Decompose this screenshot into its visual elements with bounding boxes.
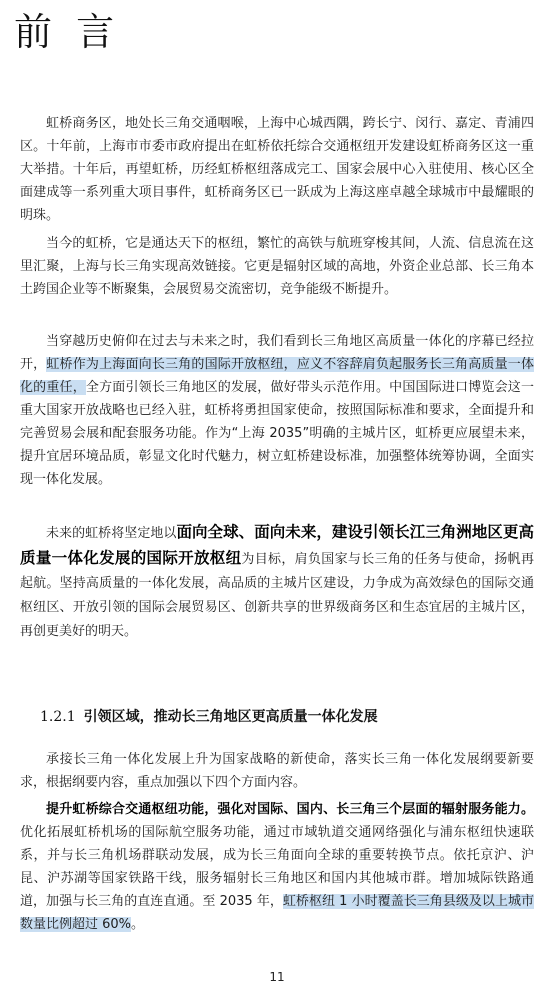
- paragraph-hub: 当今的虹桥，它是通达天下的枢纽，繁忙的高铁与航班穿梭其间，人流、信息流在这里汇聚，上海与长三角实现高效链接。它更是辐射区域的高地，外资企业总部、长三角本土跨国企业等不断聚集，会展贸易交流密切，竞争能级不断提升。: [20, 236, 534, 297]
- paragraph-future: [20, 520, 534, 644]
- page-number: 11: [269, 970, 285, 984]
- paragraph-history-text-c: 全方面引领长三角地区的发展，做好带头示范作用。中国国际进口博览会这一重大国家开放战略也已经入驻，虹桥将勇担国家使命，按照国际标准和要求，全面提升和完善贸易会展和配套服务功能。作为“上海 2035”明确的主城片区，虹桥更应展望未来，提升宜居环境品质，彰显文化时代魅力，树立虹桥建设标准，加强整体统筹协调，全面实现一体化发展。: [20, 380, 534, 487]
- paragraph-history: [20, 330, 534, 491]
- bold-lead-text: 提升虹桥综合交通枢纽功能，强化对国际、国内、长三角三个层面的辐射服务能力。: [46, 802, 534, 817]
- section-number: 1.2.1: [40, 709, 76, 725]
- paragraph-history-text-a: 当穿越历史俯仰在过去与未来之时，我们看到长三角地区高质量一体化的序幕已经拉开，: [20, 334, 534, 372]
- paragraph-mission: 承接长三角一体化发展上升为国家战略的新使命，落实长三角一体化发展纲要新要求，根据纲要内容，重点加强以下四个方面内容。: [20, 752, 534, 790]
- paragraph-intro: 虹桥商务区，地处长三角交通咽喉，上海中心城西隅，跨长宁、闵行、嘉定、青浦四区。十年前，上海市市委市政府提出在虹桥依托综合交通枢纽开发建设虹桥商务区这一重大举措。十年后，再望虹桥，历经虹桥枢纽落成完工、国家会展中心入驻使用、核心区全面建成等一系列重大项目事件，虹桥商务区已一跃成为上海这座卓越全球城市中最耀眼的明珠。: [20, 116, 534, 223]
- page-title: 前 言: [14, 10, 121, 54]
- paragraph-future-text-a: 未来的虹桥将坚定地以: [46, 526, 177, 541]
- section-heading: [40, 706, 378, 728]
- section-title: 引领区域，推动长三角地区更高质量一体化发展: [83, 709, 378, 725]
- paragraph-transport-text-d: 。: [131, 917, 145, 932]
- bold-goal-text: 面向全球、面向未来，建设引领长江三角洲地区更高质量一体化发展的国际开放枢纽: [20, 523, 534, 567]
- paragraph-future-text-c: 为目标，肩负国家与长三角的任务与使命，扬帆再起航。坚持高质量的一体化发展，高品质的主城片区建设，力争成为高效绿色的国际交通枢纽区、开放引领的国际会展贸易区、创新共享的世界级商务区和生态宜居的主城片区，再创更美好的明天。: [20, 552, 534, 639]
- highlighted-text: 虹桥作为上海面向长三角的国际开放枢纽，应义不容辞肩负起服务长三角高质量一体化的重任，: [20, 357, 534, 395]
- paragraph-transport: [20, 798, 534, 936]
- highlighted-stat-text: 虹桥枢纽 1 小时覆盖长三角县级及以上城市数量比例超过 60%: [20, 894, 534, 932]
- paragraph-transport-text-b: 优化拓展虹桥机场的国际航空服务功能，通过市域轨道交通网络强化与浦东枢纽快速联系，并与长三角机场群联动发展，成为长三角面向全球的重要转换节点。依托京沪、沪昆、沪苏湖等国家铁路干线，服务辐射长三角地区和国内其他城市群。增加城际铁路通道，加强与长三角的直连直通。至 2035 年，: [20, 825, 534, 909]
